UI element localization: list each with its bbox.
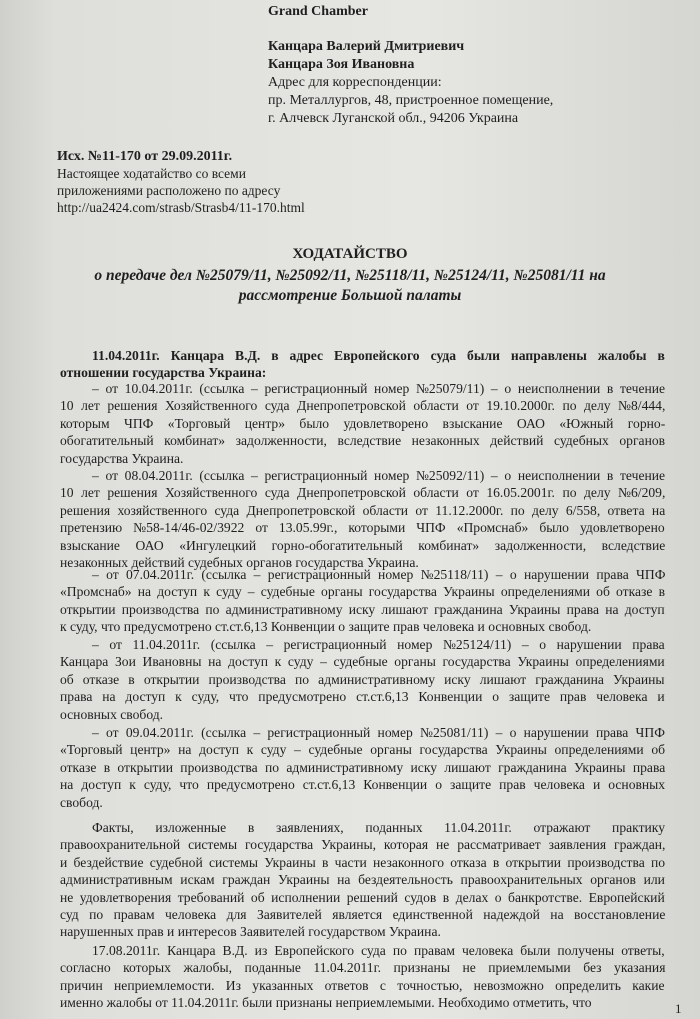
page-number: 1 [675, 1001, 682, 1016]
outgoing-note-2: приложениями расположено по адресу [57, 183, 281, 198]
text-line: – от 08.04.2011г. (ссылка – регистрационный номер №25092/11) – о неисполнении в течение [92, 468, 666, 483]
text-line: свобод. [60, 794, 103, 810]
outgoing-url: http://ua2424.com/strasb/Strasb4/11-170.html [57, 200, 305, 215]
text-line: нарушенных прав и интересов Заявителей государством Украина. [60, 924, 441, 940]
text-line: именно жалобы от 11.04.2011г. были признаны неприемлемыми. Необходимо отметить, что [60, 995, 592, 1011]
text-line: обогатительный комбинат» задолженности, вследствие незаконных действий судебных органов [60, 433, 666, 449]
text-line: и бездействие судебной системы Украины в части незаконного отказа в открытии производства по [60, 854, 666, 870]
document-title: ХОДАТАЙСТВО [292, 246, 408, 262]
text-line: на доступ к суду, что предусмотрено ст.ст.6,13 Конвенции о защите прав человека и основных [60, 777, 666, 793]
complaint-item-25079 [60, 380, 665, 467]
text-line: «Промснаб» на доступ к суду – судебные органы государства Украины определениями об отказе в [60, 584, 666, 600]
text-line: согласно которых жалобы, поданные 11.04.2011г. признаны не приемлемыми без указания [60, 960, 666, 976]
document-subtitle-line-1: о передаче дел №25079/11, №25092/11, №25118/11, №25124/11, №25081/11 на [94, 267, 606, 284]
text-line: об отказе в открытии производства по административному иску лишают гражданина Украины [60, 671, 665, 687]
text-line: 11.04.2011г. Канцара В.Д. в адрес Европейского суда были направлены жалобы в [92, 348, 665, 363]
outgoing-ref: Исх. №11-170 от 29.09.2011г. [57, 149, 233, 164]
complaint-item-25081 [60, 724, 665, 811]
text-line: административным искам граждан Украины на бездеятельность правоохранительных органов или [60, 872, 665, 888]
complaint-item-25124 [60, 636, 665, 723]
text-line: отказе в открытии производства по административному иску лишают гражданина Украины права [60, 759, 666, 775]
text-line: отношении государства Украина: [60, 365, 267, 381]
applicant-name-2: Канцара Зоя Ивановна [268, 57, 415, 72]
text-line: 10 лет решения Хозяйственного суда Днепропетровской области от 19.10.2000г. по делу №8/444, [60, 398, 666, 414]
text-line: претензию №58-14/46-02/3922 от 13.05.99г., которыми ЧПФ «Промснаб» было удовлетворено [60, 520, 665, 536]
complaint-item-25092 [60, 467, 665, 571]
text-line: 17.08.2011г. Канцара В.Д. из Европейского суда по правам человека были получены ответы, [92, 943, 665, 958]
complaint-item-25118 [60, 566, 665, 636]
text-line: решения хозяйственного суда Днепропетровской области от 11.12.2000г. по делу 6/558, ответа на [60, 502, 666, 518]
text-line: не удовлетворения требований об исполнении решений судов в делах о банкротстве. Европейский [60, 889, 665, 905]
text-line: государства Украина. [60, 450, 184, 466]
answer-paragraph [60, 942, 665, 1012]
text-line: – от 10.04.2011г. (ссылка – регистрационный номер №25079/11) – о неисполнении в течение [92, 381, 666, 396]
court-heading: Grand Chamber [268, 4, 368, 19]
text-line: права на доступ к суду, что предусмотрено ст.ст.6,13 Конвенции о защите прав человека и [60, 689, 665, 705]
text-line: незаконных действий судебных органов государства Украина. [60, 555, 419, 571]
text-line: – от 07.04.2011г. (ссылка – регистрационный номер №25118/11) – о нарушении права ЧПФ [92, 567, 666, 582]
address-line-1: пр. Металлургов, 48, пристроенное помещение, [268, 93, 554, 108]
text-line: «Торговый центр» на доступ к суду – судебные органы государства Украины определениями об [60, 742, 666, 758]
text-line: 10 лет решения Хозяйственного суда Днепропетровской области от 16.05.2001г. по делу №6/209, [60, 485, 666, 501]
facts-paragraph [60, 819, 665, 941]
text-line: открытии производства по административному иску лишают гражданина Украины права на доступ [60, 601, 665, 617]
address-line-2: г. Алчевск Луганской обл., 94206 Украина [268, 111, 519, 126]
applicant-name-1: Канцара Валерий Дмитриевич [268, 39, 465, 54]
text-line: взыскание ОАО «Ингулецкий горно-обогатительный комбинат» задолженности, вследствие [60, 537, 666, 553]
text-line: к суду, что предусмотрено ст.ст.6,13 Конвенции о защите прав человека и основных свобод. [60, 619, 592, 635]
text-line: правоохранительной системы государства Украины, которая не рассматривает заявления граждан, [60, 837, 666, 853]
text-line: основных свобод. [60, 706, 164, 722]
text-line: суд по правам человека для Заявителей является единственной надеждой на восстановление [60, 907, 666, 923]
intro-paragraph [60, 347, 665, 382]
text-line: причин неприемлемости. Из указанных ответов с точностью, невозможно определить какие [60, 977, 665, 993]
text-line: – от 09.04.2011г. (ссылка – регистрационный номер №25081/11) – о нарушении права ЧПФ [92, 725, 665, 740]
text-line: – от 11.04.2011г. (ссылка – регистрационный номер №25124/11) – о нарушении права [92, 637, 665, 652]
outgoing-note-1: Настоящее ходатайство со всеми [57, 166, 246, 181]
document-subtitle-line-2: рассмотрение Большой палаты [238, 287, 462, 304]
address-label: Адрес для корреспонденции: [268, 75, 442, 90]
text-line: Факты, изложенные в заявлениях, поданных 11.04.2011г. отражают практику [92, 820, 666, 835]
text-line: Канцара Зои Ивановны на доступ к суду – судебные органы государства Украины определениями [60, 654, 665, 670]
text-line: которым ЧПФ «Торговый центр» было удовлетворено взыскание ОАО «Южный горно- [60, 415, 666, 431]
